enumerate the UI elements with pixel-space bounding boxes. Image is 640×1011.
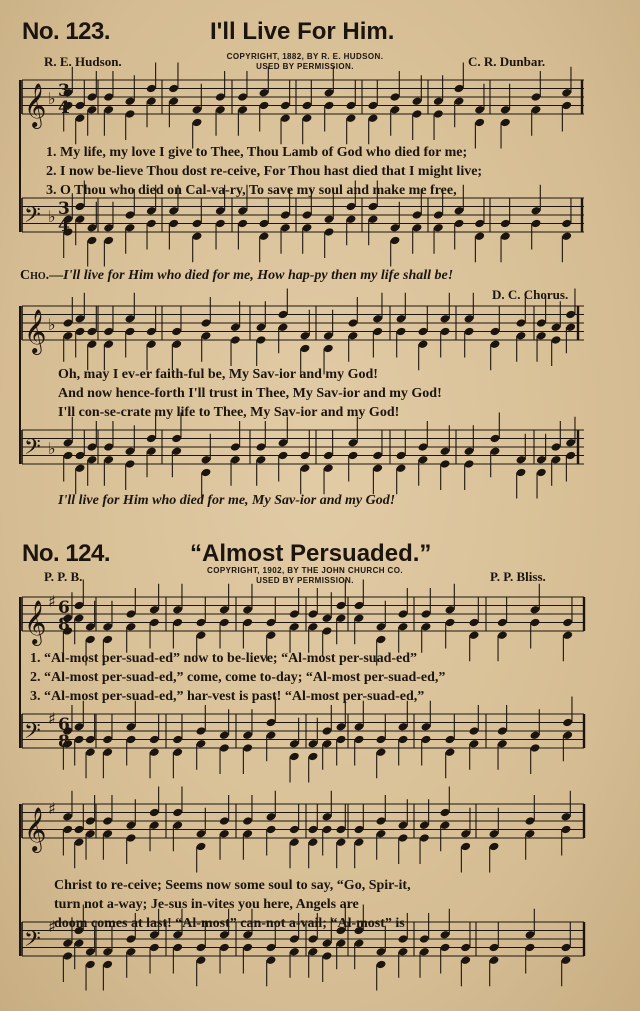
hymn-title: I'll Live For Him.	[210, 18, 395, 45]
verse-line: And now hence-forth I'll trust in Thee, My Sav-ior and my God!	[58, 386, 442, 401]
dc-chorus-label: D. C. Chorus.	[492, 287, 569, 302]
bass-clef-icon: 𝄢	[24, 435, 41, 465]
key-signature-icon: ♯	[48, 917, 56, 936]
time-signature: 4	[58, 98, 70, 118]
chorus-end-line: I'll live for Him who died for me, My Sav-ior and my God!	[58, 493, 396, 508]
bass-clef-icon: 𝄢	[24, 927, 41, 957]
verse-line: Christ to re-ceive; Seems now some soul to say, “Go, Spir-it,	[54, 878, 411, 893]
key-signature-icon: ♭	[48, 315, 56, 334]
copyright-notice: COPYRIGHT, 1882, BY R. E. HUDSON. USED BY PERMISSION.	[226, 52, 384, 71]
hymn-number: No. 123.	[22, 18, 111, 45]
hymn-title: “Almost Persuaded.”	[190, 540, 432, 567]
verse-line: turn not a-way; Je-sus in-vites you here, Angels are	[54, 897, 359, 912]
key-signature-icon: ♯	[48, 799, 56, 818]
bass-clef-icon: 𝄢	[24, 719, 41, 749]
time-signature: 3	[58, 199, 70, 219]
composer-credit: C. R. Dunbar.	[468, 54, 546, 69]
key-signature-icon: ♭	[48, 89, 56, 108]
verse-line: 2. I now be-lieve Thou dost re-ceive, For Thou hast died that I might live;	[46, 164, 483, 179]
treble-clef-icon: 𝄞	[24, 807, 47, 851]
verse-line: 1. My life, my love I give to Thee, Thou Lamb of God who died for me;	[46, 145, 468, 160]
treble-clef-icon: 𝄞	[24, 309, 47, 353]
verse-line: 3. “Al-most per-suad-ed,” har-vest is past! “Al-most per-suad-ed,”	[30, 689, 425, 704]
verse-line: 3. O Thou who died on Cal-va-ry, To save my soul and make me free,	[46, 183, 457, 198]
key-signature-icon: ♭	[48, 207, 56, 226]
verse-line: 2. “Al-most per-suad-ed,” come, come to-day; “Al-most per-suad-ed,”	[30, 670, 446, 685]
time-signature: 8	[58, 732, 70, 752]
verse-line: Oh, may I ev-er faith-ful be, My Sav-ior and my God!	[58, 367, 378, 382]
copyright-notice: COPYRIGHT, 1902, BY THE JOHN CHURCH CO. USED BY PERMISSION.	[207, 566, 403, 585]
verse-line: doom comes at last! “Al-most” can-not a-vail; “Al-most” is	[54, 916, 405, 931]
verse-line: 1. “Al-most per-suad-ed” now to be-lieve; “Al-most per-suad-ed”	[30, 651, 418, 666]
time-signature: 8	[58, 615, 70, 635]
author-credit: R. E. Hudson.	[44, 54, 122, 69]
time-signature: 3	[58, 81, 70, 101]
treble-clef-icon: 𝄞	[24, 83, 47, 127]
hymn-number: No. 124.	[22, 540, 111, 567]
chorus-line: Cho.—I'll live for Him who died for me, How hap-py then my life shall be!	[20, 268, 454, 283]
key-signature-icon: ♯	[48, 592, 56, 611]
author-credit: P. P. B.	[44, 569, 83, 584]
time-signature: 6	[58, 715, 70, 735]
key-signature-icon: ♭	[48, 439, 56, 458]
time-signature: 6	[58, 598, 70, 618]
key-signature-icon: ♯	[48, 709, 56, 728]
time-signature: 4	[58, 216, 70, 236]
composer-credit: P. P. Bliss.	[490, 569, 546, 584]
treble-clef-icon: 𝄞	[24, 600, 47, 644]
bass-clef-icon: 𝄢	[24, 203, 41, 233]
verse-line: I'll con-se-crate my life to Thee, My Sav-ior and my God!	[58, 405, 400, 420]
